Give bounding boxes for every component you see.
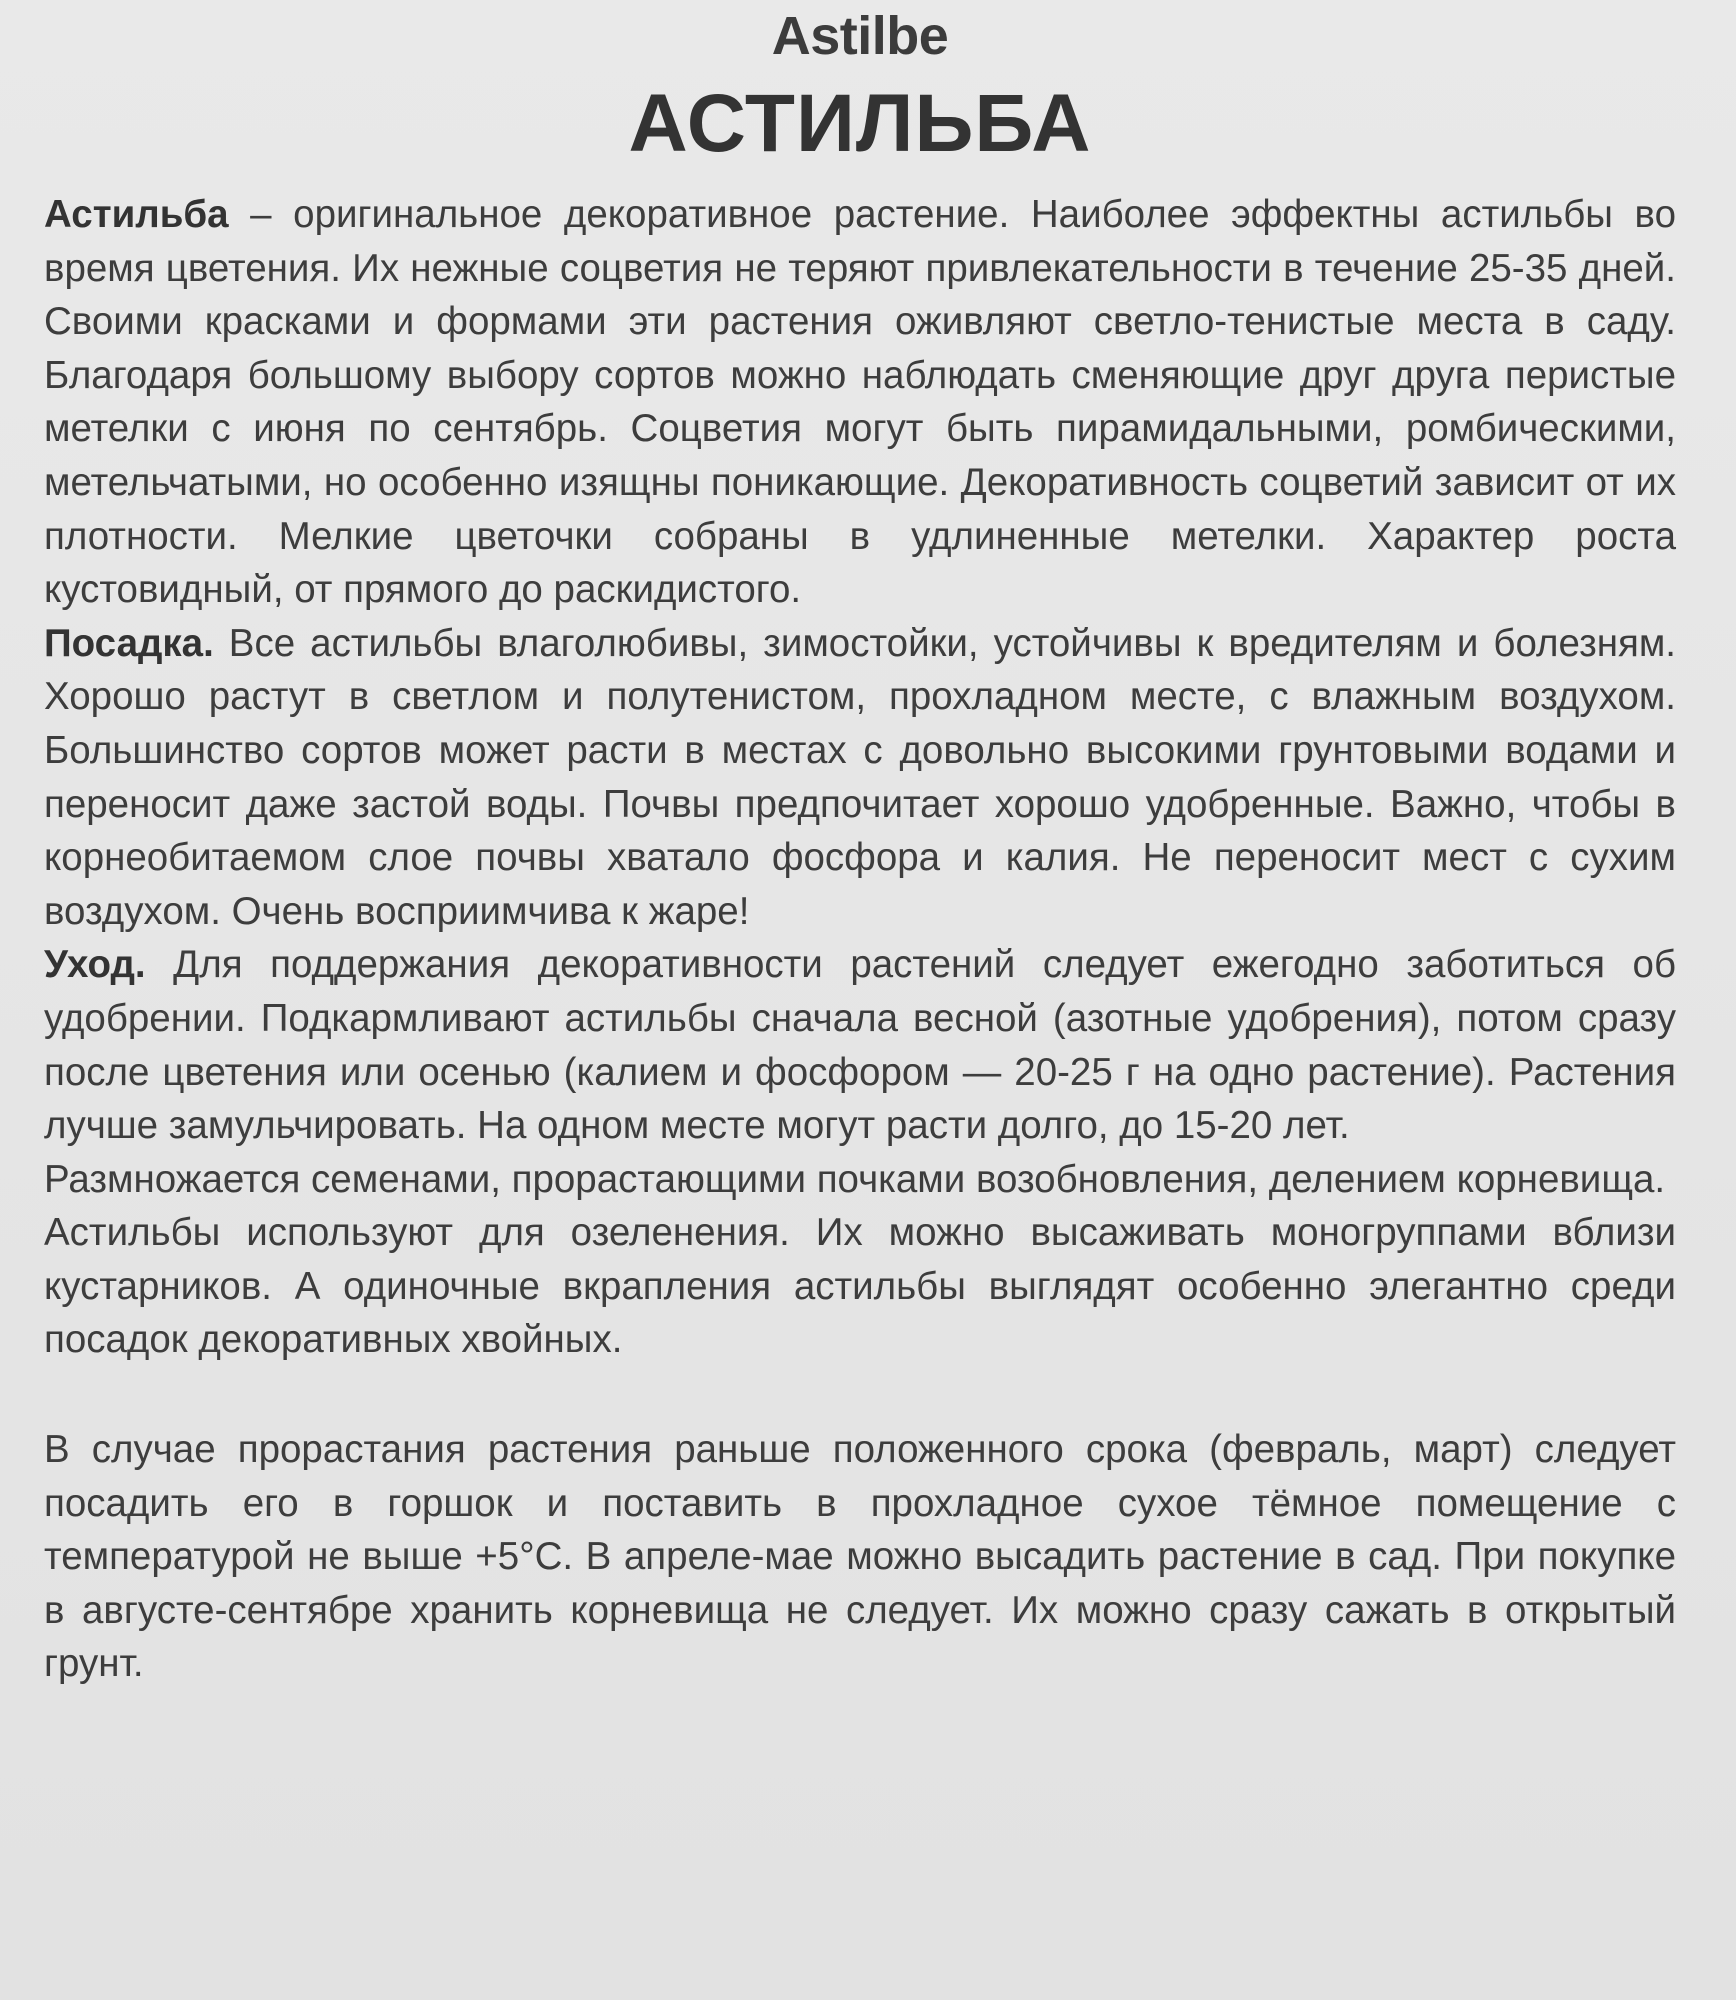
intro-lead: Астильба <box>44 193 229 236</box>
care-paragraph <box>44 938 1676 1152</box>
intro-text: – оригинальное декоративное растение. Наиболее эффектны астильбы во время цветения. Их нежные соцветия не теряют привлекательности в течение 25-35 дней. Своими красками и формами эти растения оживляют светло-тенистые места в саду. Благодаря большому выбору сортов можно наблюдать сменяющие друг друга перистые метелки с июня по сентябрь. Соцветия могут быть пирамидальными, ромбическими, метельчатыми, но особенно изящны поникающие. Декоративность соцветий зависит от их плотности. Мелкие цветочки собраны в удлиненные метелки. Характер роста кустовидный, от прямого до раскидистого. <box>44 193 1676 612</box>
storage-note-paragraph: В случае прорастания растения раньше положенного срока (февраль, март) следует посадить его в горшок и поставить в прохладное сухое тёмное помещение с температурой не выше +5°С. В апреле-мае можно высадить растение в сад. При покупке в августе-сентябре хранить корневища не следует. Их можно сразу сажать в открытый грунт. <box>44 1428 1676 1686</box>
propagation-paragraph: Размножается семенами, прорастающими почками возобновления, делением корневища. <box>44 1157 1666 1201</box>
intro-paragraph <box>44 188 1676 617</box>
page-title: АСТИЛЬБА <box>628 78 1092 169</box>
document-body <box>44 188 1676 1691</box>
usage-paragraph: Астильбы используют для озеленения. Их можно высаживать моногруппами вблизи кустарников. А одиночные вкрапления астильбы выглядят особенно элегантно среди посадок декоративных хвойных. <box>44 1211 1676 1362</box>
latin-name-heading: Astilbe <box>771 6 949 66</box>
planting-lead: Посадка. <box>44 621 214 665</box>
planting-paragraph <box>44 617 1676 939</box>
paragraph-spacer <box>44 1367 1676 1423</box>
care-text: Для поддержания декоративности растений следует ежегодно заботиться об удобрении. Подкармливают астильбы сначала весной (азотные удобрения), потом сразу после цветения или осенью (калием и фосфором — 20-25 г на одно растение). Растения лучше замульчировать. На одном месте могут расти долго, до 15-20 лет. <box>44 943 1676 1148</box>
planting-text: Все астильбы влаголюбивы, зимостойки, устойчивы к вредителям и болезням. Хорошо растут в светлом и полутенистом, прохладном месте, с влажным воздухом. Большинство сортов может расти в местах с довольно высокими грунтовыми водами и переносит даже застой воды. Почвы предпочитает хорошо удобренные. Важно, чтобы в корнеобитаемом слое почвы хватало фосфора и калия. Не переносит мест с сухим воздухом. Очень восприимчива к жаре! <box>44 621 1676 933</box>
care-lead: Уход. <box>44 943 146 987</box>
